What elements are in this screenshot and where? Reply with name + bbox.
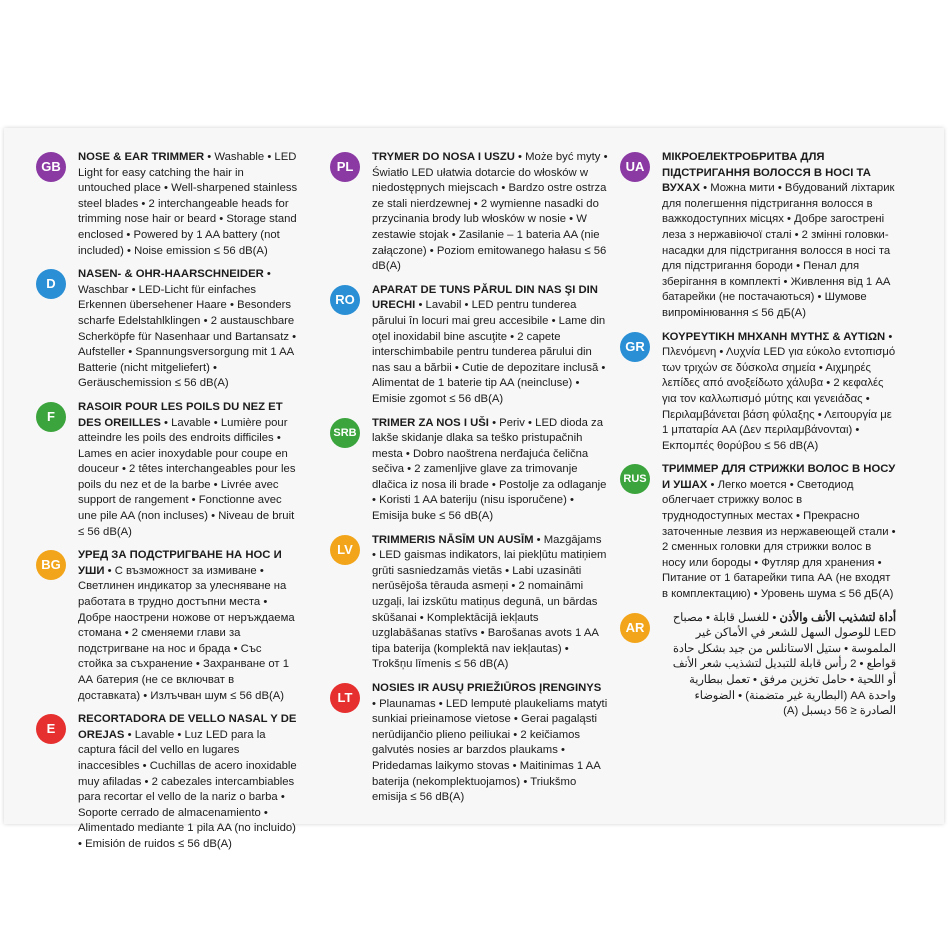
section-body: • Lavabil • LED pentru tunderea părului în locuri mai greu accesibile • Lame din oţel inoxidabil bine ascuţite • 2 capete interschimbabile pentru tunderea părului din nas sau a bărbii • Cutie de depozitare inclusă • Alimentat de 1 baterie tip AA (neincluse) • Emisie zgomot ≤ 56 dB(A) <box>372 299 606 405</box>
country-badge: SRB <box>330 418 360 448</box>
section-body: • Periv • LED dioda za lakše skidanje dlaka sa teško pristupačnih mesta • Dobro naoštrena nerđajuća čelična sečiva • 2 zamenljive glave za trimovanje dlačica iz nosa ili brade • Postolje za odlaganje • Koristi 1 AA bateriju (nisu isporučene) • Emisija buke ≤ 56 dB(A) <box>372 416 607 523</box>
section-title: ТРИММЕР ДЛЯ СТРИЖКИ ВОЛОС В НОСУ И УШАХ <box>662 463 896 491</box>
country-badge: E <box>36 714 66 744</box>
section-gb <box>36 150 298 259</box>
section-title: APARAT DE TUNS PĂRUL DIN NAS ŞI DIN URECHI <box>372 283 598 312</box>
section-title: TRYMER DO NOSA I USZU <box>372 151 515 163</box>
section-rus <box>620 462 896 602</box>
section-body: • Plaunamas • LED lemputė plaukeliams matyti sunkiai prieinamose vietose • Gerai pagaląsti nerūdijančio plieno peiliukai • 2 keičiamos galvutės nosies ar barzdos plaukams • Pridedamas laikymo stovas • Maitinimas 1 AA baterija (nekomplektuojamos) • Triukšmo emisija ≤ 56 dB(A) <box>372 697 608 804</box>
section-title: TRIMER ZA NOS I UŠI <box>372 416 489 429</box>
section-body: • Lavable • Lumière pour atteindre les poils des endroits difficiles • Lames en acier inoxydable pour coupe en douceur • 2 têtes interchangeables pour les poils du nez et de la barbe • Livrée avec support de rangement • Fonctionne avec une pile AA (non incluses) • Niveau de bruit ≤ 56 dB(A) <box>78 416 296 538</box>
section-title: RECORTADORA DE VELLO NASAL Y DE OREJAS <box>78 713 297 741</box>
section-title: NASEN- & OHR-HAARSCHNEIDER <box>78 268 264 281</box>
section-text <box>372 283 608 408</box>
section-text <box>372 533 608 673</box>
section-ro <box>330 283 608 408</box>
section-text <box>662 611 896 720</box>
section-body: • Może być myty • Światło LED ułatwia dotarcie do włosków w niedostępnych miejscach • Bardzo ostre ostrza ze stali nierdzewnej • 2 wymienne nasadki do przycinania brody lub włosków w nosie • W zestawie stojak • Zasilanie – 1 bateria AA (nie załączone) • Poziom emitowanego hałasu ≤ 56 dB(A) <box>372 151 608 273</box>
section-body: • Lavable • Luz LED para la captura fácil del vello en lugares inaccesibles • Cuchillas de acero inoxidable muy afiladas • 2 cabezales intercambiables para recortar el vello de la nariz o barba • Soporte cerrado de almacenamiento • Alimentado mediante 1 pila AA (no incluido) • Emisión de ruidos ≤ 56 dB(A) <box>78 728 297 850</box>
section-text <box>78 712 298 852</box>
section-body: • للغسل قابلة • مصباح LED للوصول السهل للشعر في الأماكن غير الملموسة • ستيل الاستانلس من جيد بشكل حادة قواطع • 2 رأس قابلة للتبديل لتشذيب شعر الأنف أو اللحية • حامل تخزين مرفق • تعمل ببطارية واحدة AA (البطارية غير متضمنة) • الضوضاء الصادرة ≤ 56 ديسبل (A) <box>672 611 896 718</box>
column-right <box>620 150 896 728</box>
country-badge: LT <box>330 683 360 713</box>
section-lt <box>330 681 608 806</box>
section-text <box>662 150 896 322</box>
country-badge: BG <box>36 550 66 580</box>
section-text <box>372 681 608 806</box>
section-title: NOSE & EAR TRIMMER <box>78 151 205 163</box>
country-badge: F <box>36 402 66 432</box>
section-lv <box>330 533 608 673</box>
section-ua <box>620 150 896 322</box>
section-body: • Легко моется • Светодиод облегчает стрижку волос в труднодоступных местах • Прекрасно заточенные лезвия из нержавеющей стали • 2 сменных головки для стрижки волос в носу или бороды • Футляр для хранения • Питание от 1 батарейки типа АА (не входят в комплектацию) • Уровень шума ≤ 56 дБ(А) <box>662 478 896 601</box>
section-title: أداة لتشذيب الأنف والأذن <box>779 611 896 624</box>
section-text <box>78 267 298 392</box>
section-text <box>78 150 298 259</box>
section-title: RASOIR POUR LES POILS DU NEZ ET DES OREILLES <box>78 400 283 429</box>
section-title: ΚΟΥΡΕΥΤΙΚΗ ΜΗΧΑΝΗ ΜΥΤΗΣ & ΑΥΤΙΩΝ <box>662 330 886 343</box>
section-srb <box>330 416 608 525</box>
column-left <box>36 150 298 861</box>
country-badge: LV <box>330 535 360 565</box>
instruction-card <box>4 128 944 850</box>
section-body: • Waschbar • LED-Licht für einfaches Erkennen übersehener Haare • Besonders scharfe Edelstahlklingen • 2 austauschbare Scherköpfe für Nasenhaar und Bartansatz • Aufsteller • Spannungsversorgung mit 1 AA Batterie (nicht mitgeliefert) • Geräuschemission ≤ 56 dB(A) <box>78 268 297 390</box>
country-badge: PL <box>330 152 360 182</box>
country-badge: RO <box>330 285 360 315</box>
country-badge: RUS <box>620 464 650 494</box>
country-badge: UA <box>620 152 650 182</box>
section-title: NOSIES IR AUSŲ PRIEŽIŪROS ĮRENGINYS <box>372 682 602 694</box>
section-pl <box>330 150 608 275</box>
section-text <box>372 150 608 275</box>
section-body: • Πλενόμενη • Λυχνία LED για εύκολο εντοπισμό των τριχών σε δύσκολα σημεία • Αιχμηρές λεπίδες από ανοξείδωτο χάλυβα • 2 κεφαλές για τον καλλωπισμό μύτης και γενειάδας • Περιλαμβάνεται βάση φύλαξης • Λειτουργία με 1 μπαταρία AA (Δεν περιλαμβάνονται) • Εκπομπές θορύβου ≤ 56 dB(A) <box>662 330 896 452</box>
section-gr <box>620 330 896 455</box>
column-middle <box>330 150 608 814</box>
section-e <box>36 712 298 852</box>
section-title: TRIMMERIS NĀSĪM UN AUSĪM <box>372 533 534 546</box>
section-text <box>662 330 896 455</box>
section-ar <box>620 611 896 720</box>
section-text <box>662 462 896 602</box>
section-body: • Mazgājams • LED gaismas indikators, lai piekļūtu matiņiem grūti sasniedzamās vietās • Labi uzasināti nerūsējoša tērauda asmeņi • 2 nomaināmi uzgaļi, lai izskūtu matiņus degunā, un bārdas skūšanai • Komplektācijā iekļauts uzglabāšanas statīvs • Barošanas avots 1 AA tipa baterija (komplektā nav iekļautas) • Trokšņu līmenis ≤ 56 dB(A) <box>372 533 607 671</box>
country-badge: GB <box>36 152 66 182</box>
country-badge: D <box>36 269 66 299</box>
country-badge: AR <box>620 613 650 643</box>
section-d <box>36 267 298 392</box>
country-badge: GR <box>620 332 650 362</box>
section-body: • Washable • LED Light for easy catching the hair in untouched place • Well-sharpened stainless steel blades • 2 interchangeable heads for trimming nose hair or beard • Storage stand enclosed • Powered by 1 AA battery (not included) • Noise emission ≤ 56 dB(A) <box>78 151 298 257</box>
section-title: УРЕД ЗА ПОДСТРИГВАНЕ НА НОС И УШИ <box>78 549 282 577</box>
section-title: МІКРОЕЛЕКТРОБРИТВА ДЛЯ ПІДСТРИГАННЯ ВОЛОССЯ В НОСІ ТА ВУХАХ <box>662 151 871 195</box>
section-bg <box>36 548 298 704</box>
section-body: • Можна мити • Вбудований ліхтарик для полегшення підстригання волосся в важкодоступних місцях • Добре загострені леза з нержавіючої сталі • 2 змінні головки-насадки для підстригання волосся в носі та для підстригання бороди • Пенал для зберігання в комплекті • Живлення від 1 АА батарейки (не постачаються) • Шумове випромінювання ≤ 56 дБ(А) <box>662 182 895 319</box>
section-body: • С възможност за измиване • Светлинен индикатор за улесняване на работата в трудно достъпни места • Добре наострени ножове от неръждаема стомана • 2 сменяеми глави за подстригване на нос и брада • Със стойка за съхранение • Захранване от 1 АА батерия (не се включват в доставката) • Излъчван шум ≤ 56 dB(A) <box>78 564 295 702</box>
section-text <box>78 548 298 704</box>
section-text <box>78 400 298 540</box>
section-f <box>36 400 298 540</box>
section-text <box>372 416 608 525</box>
